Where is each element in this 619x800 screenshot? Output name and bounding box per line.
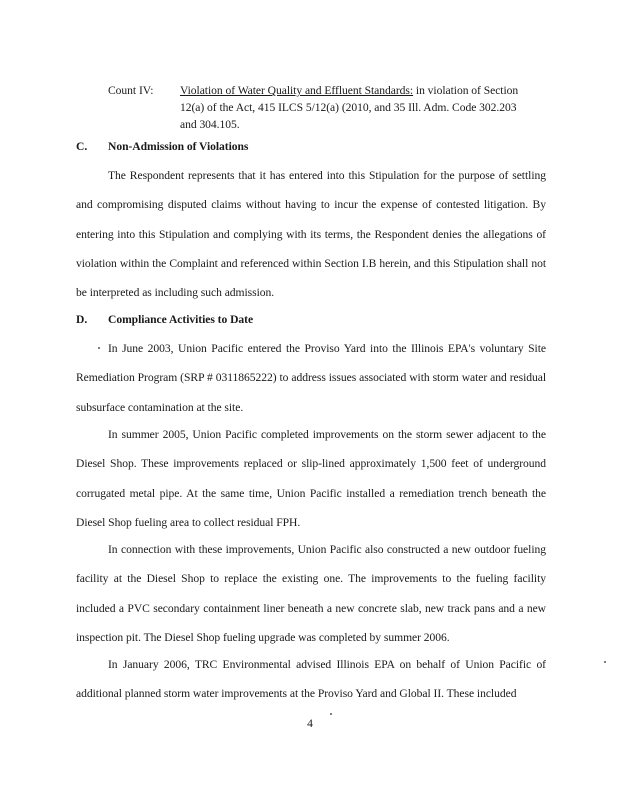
section-d-paragraph-3: [76, 535, 546, 652]
section-c-paragraph-text: The Respondent represents that it has entered into this Stipulation for the purpose of settling and compromising disputed claims without having to incur the expense of contested litigation. By entering into this Stipulation and complying with its terms, the Respondent denies the allegations of violation within the Complaint and referenced within Section I.B herein, and this Stipulation shall not be interpreted as including such admission.: [76, 169, 546, 300]
section-d-title: Compliance Activities to Date: [108, 313, 254, 326]
count-iv-body: [180, 82, 525, 133]
scan-speck: [98, 347, 100, 349]
section-c-paragraph: [76, 161, 546, 307]
section-d-paragraph-4: [76, 650, 546, 709]
section-d-paragraph-2: [76, 420, 546, 537]
section-d-paragraph-text: In connection with these improvements, Union Pacific also constructed a new outdoor fueling facility at the Diesel Shop to replace the existing one. The improvements to the fueling facility included a PVC secondary containment liner beneath a new concrete slab, new track pans and a new inspection pit. The Diesel Shop fueling upgrade was completed by summer 2006.: [76, 543, 546, 644]
count-iv-label: Count IV:: [108, 84, 154, 97]
scan-speck: [330, 713, 332, 715]
count-iv-title: Violation of Water Quality and Effluent Standards:: [180, 84, 414, 97]
section-d-heading: [76, 313, 253, 326]
section-d-paragraph-1: [76, 334, 546, 422]
section-c-letter: C.: [76, 140, 88, 153]
section-d-paragraph-text: In June 2003, Union Pacific entered the Proviso Yard into the Illinois EPA's voluntary Site Remediation Program (SRP # 0311865222) to address issues associated with storm water and residual subsurface contamination at the site.: [76, 342, 546, 414]
section-d-paragraph-text: In summer 2005, Union Pacific completed improvements on the storm sewer adjacent to the Diesel Shop. These improvements replaced or slip-lined approximately 1,500 feet of underground corrugated metal pipe. At the same time, Union Pacific installed a remediation trench beneath the Diesel Shop fueling area to collect residual FPH.: [76, 428, 546, 529]
count-iv-text: in violation of Section 12(a) of the Act, 415 ILCS 5/12(a) (2010, and 35 Ill. Adm. Code 302.203 and 304.105.: [180, 84, 519, 131]
section-d-paragraph-text: In January 2006, TRC Environmental advised Illinois EPA on behalf of Union Pacific of additional planned storm water improvements at the Proviso Yard and Global II. These included: [76, 658, 546, 701]
section-c-title: Non-Admission of Violations: [108, 140, 249, 153]
section-d-letter: D.: [76, 313, 88, 326]
page-number: 4: [307, 717, 313, 730]
section-c-heading: [76, 140, 248, 153]
scan-speck: [604, 661, 606, 663]
